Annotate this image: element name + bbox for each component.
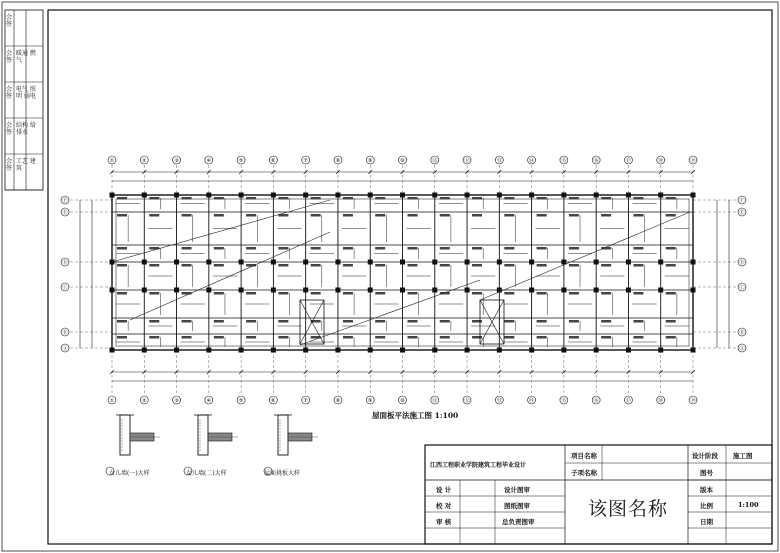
- rebar-label: [375, 214, 385, 217]
- axis-label: ⑦: [303, 398, 308, 404]
- structural-column: [658, 193, 663, 198]
- structural-column: [174, 348, 179, 353]
- rebar-label: [408, 214, 418, 217]
- rebar-label: [149, 264, 159, 267]
- rebar-label: [117, 214, 127, 217]
- rebar-label: [440, 214, 450, 217]
- rebar-label: [472, 320, 482, 323]
- rebar-label: [666, 247, 676, 250]
- rebar-label: [311, 247, 321, 250]
- structural-column: [594, 260, 599, 265]
- structural-column: [174, 193, 179, 198]
- structural-column: [206, 348, 211, 353]
- axis-label: ⑧: [335, 398, 341, 404]
- drawing-no-label: 图号: [700, 469, 713, 477]
- rebar-label: [569, 214, 579, 217]
- subproject-label: 子项名称: [571, 469, 597, 477]
- rebar-label: [440, 264, 450, 267]
- rebar-label: [182, 336, 192, 339]
- structural-column: [465, 193, 470, 198]
- strip-spec-2: 电气 照明 弱电: [16, 86, 36, 100]
- rebar-label: [440, 197, 450, 200]
- rebar-label: [278, 320, 288, 323]
- axis-label: ⑬: [496, 398, 502, 404]
- axis-label: ⑥: [271, 158, 276, 164]
- rebar-label: [408, 336, 418, 339]
- detail-caption-3: 屋面挑板大样: [264, 470, 301, 477]
- axis-label: ⑨: [367, 398, 373, 404]
- structural-column: [174, 288, 179, 293]
- rebar-label: [311, 214, 321, 217]
- rebar-label: [214, 264, 224, 267]
- structural-column: [110, 193, 115, 198]
- rebar-label: [666, 197, 676, 200]
- axis-label-side: Ⓔ: [739, 210, 745, 216]
- structural-column: [206, 193, 211, 198]
- strip-role-1: 会签: [6, 50, 13, 64]
- parapet-wall: [198, 415, 208, 455]
- rebar-label: [472, 292, 482, 295]
- axis-label: ⑲: [690, 398, 696, 404]
- axis-label: ②: [142, 398, 147, 404]
- structural-column: [271, 348, 276, 353]
- rebar-label: [343, 264, 353, 267]
- rebar-label: [149, 214, 159, 217]
- structural-column: [335, 193, 340, 198]
- strip-role-0: 会签: [6, 14, 13, 28]
- structural-column: [400, 288, 405, 293]
- rebar-label: [408, 292, 418, 295]
- structural-column: [691, 348, 696, 353]
- plan-title: 屋面板平法施工图 1:100: [372, 411, 459, 420]
- axis-label: ⑯: [593, 398, 599, 404]
- structural-column: [239, 348, 244, 353]
- rebar-label: [343, 292, 353, 295]
- rebar-label: [537, 320, 547, 323]
- rebar-label: [117, 336, 127, 339]
- rebar-label: [537, 292, 547, 295]
- structural-column: [432, 348, 437, 353]
- rebar-label: [311, 292, 321, 295]
- rebar-label: [633, 197, 643, 200]
- structural-column: [561, 288, 566, 293]
- structural-column: [658, 348, 663, 353]
- strip-role-4: 会签: [6, 158, 13, 172]
- structural-column: [626, 260, 631, 265]
- rebar-label: [117, 320, 127, 323]
- rebar-label: [149, 336, 159, 339]
- design-stage-value: 施工图: [733, 452, 753, 460]
- rebar-label: [537, 336, 547, 339]
- rebar-label: [182, 320, 192, 323]
- structural-column: [432, 193, 437, 198]
- structural-column: [658, 288, 663, 293]
- sig-role-1: 设 计: [436, 486, 452, 494]
- axis-label-side: Ⓕ: [739, 198, 745, 204]
- structural-column: [239, 193, 244, 198]
- structural-column: [400, 193, 405, 198]
- structural-column: [335, 260, 340, 265]
- structural-column: [368, 260, 373, 265]
- structural-column: [529, 260, 534, 265]
- axis-label-side: Ⓑ: [739, 330, 745, 336]
- rebar-label: [504, 336, 514, 339]
- rebar-label: [504, 247, 514, 250]
- axis-label: ⑧: [335, 158, 341, 164]
- rebar-label: [601, 264, 611, 267]
- rebar-label: [666, 214, 676, 217]
- rebar-label: [569, 292, 579, 295]
- rebar-label: [440, 320, 450, 323]
- structural-column: [368, 193, 373, 198]
- axis-label: ⑮: [561, 398, 567, 404]
- rebar-label: [278, 292, 288, 295]
- axis-label: ④: [206, 158, 212, 164]
- rebar-label: [214, 320, 224, 323]
- axis-label: ⑭: [529, 158, 535, 164]
- structural-column: [303, 193, 308, 198]
- axis-label-side: Ⓐ: [739, 346, 745, 352]
- axis-label-side: Ⓑ: [62, 330, 68, 336]
- rebar-label: [472, 197, 482, 200]
- axis-label: ⑪: [432, 398, 438, 404]
- rebar-label: [666, 320, 676, 323]
- structural-column: [691, 288, 696, 293]
- rebar-label: [537, 197, 547, 200]
- sig-role-2: 校 对: [436, 502, 452, 510]
- structural-column: [626, 348, 631, 353]
- rebar-label: [601, 214, 611, 217]
- rebar-label: [601, 197, 611, 200]
- rebar-label: [601, 320, 611, 323]
- structural-column: [400, 260, 405, 265]
- structural-column: [626, 193, 631, 198]
- rebar-label: [182, 247, 192, 250]
- structural-column: [206, 260, 211, 265]
- structural-column: [335, 288, 340, 293]
- strip-spec-1: 暖通 燃气: [16, 50, 36, 64]
- rebar-label: [633, 336, 643, 339]
- structural-column: [691, 193, 696, 198]
- rebar-label: [633, 247, 643, 250]
- rebar-label: [666, 264, 676, 267]
- axis-label-side: Ⓓ: [739, 260, 745, 266]
- revision-label: 版本: [700, 486, 713, 494]
- axis-label: ⑯: [593, 158, 599, 164]
- rebar-label: [504, 197, 514, 200]
- rebar-label: [472, 264, 482, 267]
- rebar-label: [343, 336, 353, 339]
- structural-column: [432, 288, 437, 293]
- axis-label: ③: [174, 158, 179, 164]
- axis-label: ⑩: [400, 158, 405, 164]
- strip-spec-4: 工艺 建筑: [16, 158, 36, 172]
- structural-column: [529, 288, 534, 293]
- rebar-label: [408, 264, 418, 267]
- rebar-label: [569, 197, 579, 200]
- rebar-label: [375, 264, 385, 267]
- rebar-label: [569, 320, 579, 323]
- rebar-label: [537, 214, 547, 217]
- axis-label: ①: [109, 158, 115, 164]
- rebar-label: [569, 247, 579, 250]
- rebar-label: [601, 336, 611, 339]
- structural-column: [594, 288, 599, 293]
- axis-label: ⑲: [690, 158, 696, 164]
- structural-column: [561, 193, 566, 198]
- rebar-label: [375, 197, 385, 200]
- sig-role-3: 审 核: [436, 518, 452, 526]
- axis-label: ⑨: [367, 158, 373, 164]
- rebar-label: [214, 197, 224, 200]
- axis-label: ⑰: [625, 398, 631, 404]
- rebar-label: [182, 214, 192, 217]
- rebar-label: [375, 336, 385, 339]
- structural-column: [497, 260, 502, 265]
- rebar-label: [666, 292, 676, 295]
- structural-column: [335, 348, 340, 353]
- axis-label: ⑤: [238, 158, 244, 164]
- structural-column: [271, 260, 276, 265]
- rebar-label: [633, 320, 643, 323]
- rebar-label: [246, 336, 256, 339]
- rebar-label: [182, 264, 192, 267]
- structural-column: [497, 193, 502, 198]
- rebar-label: [246, 247, 256, 250]
- sig-name-3: 总负责图审: [502, 518, 535, 526]
- structural-column: [594, 348, 599, 353]
- rebar-label: [537, 264, 547, 267]
- axis-label: ⑪: [432, 158, 438, 164]
- rebar-label: [472, 214, 482, 217]
- structural-column: [465, 348, 470, 353]
- axis-label: ⑫: [464, 398, 470, 404]
- rebar-label: [149, 292, 159, 295]
- rebar-label: [440, 336, 450, 339]
- rebar-label: [633, 292, 643, 295]
- structural-column: [110, 288, 115, 293]
- structural-column: [142, 348, 147, 353]
- structural-column: [432, 260, 437, 265]
- structural-column: [561, 260, 566, 265]
- scale-value: 1:100: [738, 501, 759, 509]
- structural-column: [303, 288, 308, 293]
- axis-label: ⑦: [303, 158, 308, 164]
- rebar-label: [343, 320, 353, 323]
- rebar-label: [278, 247, 288, 250]
- axis-label-side: Ⓒ: [739, 285, 745, 291]
- rebar-label: [472, 247, 482, 250]
- rebar-label: [117, 247, 127, 250]
- structural-column: [529, 348, 534, 353]
- axis-label-side: Ⓐ: [62, 346, 68, 352]
- axis-label-side: Ⓔ: [62, 210, 68, 216]
- rebar-label: [375, 320, 385, 323]
- rebar-label: [149, 320, 159, 323]
- rebar-label: [246, 320, 256, 323]
- school-title: 江西工程职业学院建筑工程毕业设计: [430, 462, 527, 469]
- parapet-wall: [120, 415, 130, 455]
- rebar-label: [182, 197, 192, 200]
- structural-column: [303, 348, 308, 353]
- detail-caption-2: 女儿墙(二)大样: [186, 470, 227, 477]
- structural-column: [271, 193, 276, 198]
- structural-column: [626, 288, 631, 293]
- structural-column: [303, 260, 308, 265]
- structural-column: [206, 288, 211, 293]
- axis-label: ⑭: [529, 398, 535, 404]
- drawing-name: 该图名称: [588, 498, 669, 520]
- rebar-label: [633, 214, 643, 217]
- rebar-label: [117, 292, 127, 295]
- axis-label: ⑬: [496, 158, 502, 164]
- rebar-label: [569, 336, 579, 339]
- rebar-label: [246, 197, 256, 200]
- rebar-label: [408, 320, 418, 323]
- axis-label-side: Ⓒ: [62, 285, 68, 291]
- rebar-label: [504, 214, 514, 217]
- rebar-label: [246, 214, 256, 217]
- structural-column: [400, 348, 405, 353]
- rebar-label: [504, 320, 514, 323]
- axis-label: ②: [142, 158, 147, 164]
- rebar-label: [214, 292, 224, 295]
- axis-label: ⑥: [271, 398, 276, 404]
- rebar-label: [149, 197, 159, 200]
- strip-role-2: 会签: [6, 86, 13, 100]
- rebar-label: [375, 292, 385, 295]
- axis-label: ⑰: [625, 158, 631, 164]
- project-name-label: 项目名称: [571, 452, 597, 460]
- rebar-label: [601, 292, 611, 295]
- rebar-label: [537, 247, 547, 250]
- rebar-label: [472, 336, 482, 339]
- parapet-wall: [278, 415, 288, 455]
- axis-label: ⑤: [238, 398, 244, 404]
- structural-column: [239, 260, 244, 265]
- structural-column: [142, 288, 147, 293]
- rebar-label: [343, 197, 353, 200]
- rebar-label: [278, 336, 288, 339]
- scale-label: 比例: [700, 502, 713, 510]
- rebar-label: [343, 214, 353, 217]
- structural-column: [142, 193, 147, 198]
- rebar-label: [569, 264, 579, 267]
- axis-label: ③: [174, 398, 179, 404]
- date-label: 日期: [700, 518, 713, 526]
- structural-column: [239, 288, 244, 293]
- rebar-label: [343, 247, 353, 250]
- rebar-label: [311, 197, 321, 200]
- axis-label: ④: [206, 398, 212, 404]
- axis-label-side: Ⓓ: [62, 260, 68, 266]
- detail-caption-1: 女儿墙(一)大样: [109, 470, 150, 477]
- slab-diagonal: [480, 212, 690, 300]
- rebar-label: [117, 264, 127, 267]
- structural-column: [594, 193, 599, 198]
- rebar-label: [278, 264, 288, 267]
- structural-column: [271, 288, 276, 293]
- rebar-label: [278, 197, 288, 200]
- sig-name-1: 设计图审: [504, 486, 530, 494]
- structural-column: [174, 260, 179, 265]
- axis-label: ⑱: [658, 158, 664, 164]
- rebar-label: [375, 247, 385, 250]
- axis-label: ①: [109, 398, 115, 404]
- structural-column: [658, 260, 663, 265]
- strip-role-3: 会签: [6, 122, 13, 136]
- rebar-label: [117, 197, 127, 200]
- rebar-label: [408, 247, 418, 250]
- strip-spec-3: 结构 给排水: [16, 122, 36, 136]
- axis-label: ⑩: [400, 398, 405, 404]
- rebar-label: [246, 292, 256, 295]
- structural-column: [529, 193, 534, 198]
- structural-column: [561, 348, 566, 353]
- rebar-label: [214, 214, 224, 217]
- rebar-label: [214, 247, 224, 250]
- rebar-label: [408, 197, 418, 200]
- sig-name-2: 图纸图审: [504, 502, 530, 510]
- structural-column: [368, 348, 373, 353]
- axis-label-side: Ⓕ: [62, 198, 68, 204]
- structural-column: [110, 348, 115, 353]
- axis-label: ⑫: [464, 158, 470, 164]
- rebar-label: [504, 264, 514, 267]
- structural-column: [497, 348, 502, 353]
- axis-label: ⑮: [561, 158, 567, 164]
- rebar-label: [504, 292, 514, 295]
- rebar-label: [666, 336, 676, 339]
- structural-column: [465, 260, 470, 265]
- structural-column: [368, 288, 373, 293]
- rebar-label: [440, 247, 450, 250]
- structural-column: [465, 288, 470, 293]
- rebar-label: [633, 264, 643, 267]
- rebar-label: [311, 264, 321, 267]
- structural-column: [691, 260, 696, 265]
- axis-label: ⑱: [658, 398, 664, 404]
- rebar-label: [214, 336, 224, 339]
- structural-column: [142, 260, 147, 265]
- design-stage-label: 设计阶段: [692, 452, 718, 460]
